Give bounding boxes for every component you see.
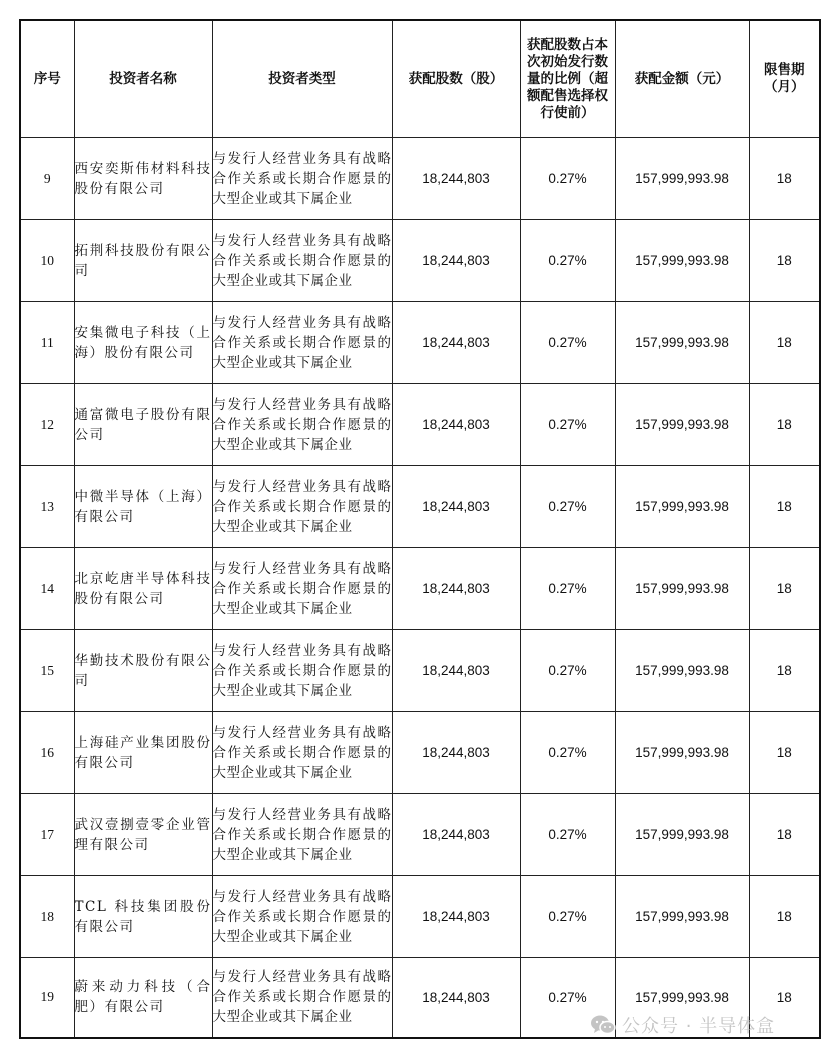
allocated-shares-cell: 18,244,803 xyxy=(392,220,520,302)
table-row xyxy=(20,466,820,548)
table-row xyxy=(20,548,820,630)
table-row xyxy=(20,630,820,712)
lockup-period-cell: 18 xyxy=(749,220,820,302)
header-allocated-shares: 获配股数（股） xyxy=(392,20,520,138)
investor-type-cell: 与发行人经营业务具有战略合作关系或长期合作愿景的大型企业或其下属企业 xyxy=(212,630,392,712)
allocation-ratio-cell: 0.27% xyxy=(520,138,615,220)
header-allocation-ratio: 获配股数占本次初始发行数量的比例（超额配售选择权行使前） xyxy=(520,20,615,138)
seq-cell: 10 xyxy=(20,220,74,302)
allocated-amount-cell: 157,999,993.98 xyxy=(615,548,749,630)
header-investor-name: 投资者名称 xyxy=(74,20,212,138)
investor-type-cell: 与发行人经营业务具有战略合作关系或长期合作愿景的大型企业或其下属企业 xyxy=(212,876,392,958)
lockup-period-cell: 18 xyxy=(749,958,820,1038)
table-body xyxy=(20,138,820,1038)
watermark xyxy=(590,1011,775,1039)
investor-name-cell: TCL 科技集团股份有限公司 xyxy=(74,876,212,958)
allocated-amount-cell: 157,999,993.98 xyxy=(615,302,749,384)
investor-name-cell: 上海硅产业集团股份有限公司 xyxy=(74,712,212,794)
allocated-amount-cell: 157,999,993.98 xyxy=(615,220,749,302)
lockup-period-cell: 18 xyxy=(749,630,820,712)
allocation-table-wrapper xyxy=(19,19,821,1039)
allocated-shares-cell: 18,244,803 xyxy=(392,958,520,1038)
allocated-shares-cell: 18,244,803 xyxy=(392,876,520,958)
lockup-period-cell: 18 xyxy=(749,548,820,630)
lockup-period-cell: 18 xyxy=(749,302,820,384)
lockup-period-cell: 18 xyxy=(749,794,820,876)
watermark-text: 公众号 · 半导体盒 xyxy=(622,1016,776,1037)
investor-name-cell: 通富微电子股份有限公司 xyxy=(74,384,212,466)
seq-cell: 16 xyxy=(20,712,74,794)
wechat-icon xyxy=(590,1014,616,1036)
table-row xyxy=(20,712,820,794)
allocated-shares-cell: 18,244,803 xyxy=(392,138,520,220)
allocated-shares-cell: 18,244,803 xyxy=(392,302,520,384)
allocated-amount-cell: 157,999,993.98 xyxy=(615,384,749,466)
allocated-shares-cell: 18,244,803 xyxy=(392,630,520,712)
lockup-period-cell: 18 xyxy=(749,876,820,958)
allocated-amount-cell: 157,999,993.98 xyxy=(615,466,749,548)
investor-name-cell: 北京屹唐半导体科技股份有限公司 xyxy=(74,548,212,630)
header-row xyxy=(20,20,820,138)
investor-name-cell: 西安奕斯伟材料科技股份有限公司 xyxy=(74,138,212,220)
allocated-amount-cell: 157,999,993.98 xyxy=(615,794,749,876)
allocated-amount-cell: 157,999,993.98 xyxy=(615,712,749,794)
investor-type-cell: 与发行人经营业务具有战略合作关系或长期合作愿景的大型企业或其下属企业 xyxy=(212,712,392,794)
table-row xyxy=(20,302,820,384)
allocation-ratio-cell: 0.27% xyxy=(520,384,615,466)
header-investor-type: 投资者类型 xyxy=(212,20,392,138)
allocation-ratio-cell: 0.27% xyxy=(520,220,615,302)
allocation-ratio-cell: 0.27% xyxy=(520,630,615,712)
investor-type-cell: 与发行人经营业务具有战略合作关系或长期合作愿景的大型企业或其下属企业 xyxy=(212,384,392,466)
seq-cell: 18 xyxy=(20,876,74,958)
allocation-ratio-cell: 0.27% xyxy=(520,876,615,958)
investor-type-cell: 与发行人经营业务具有战略合作关系或长期合作愿景的大型企业或其下属企业 xyxy=(212,138,392,220)
allocation-ratio-cell: 0.27% xyxy=(520,548,615,630)
seq-cell: 19 xyxy=(20,958,74,1038)
allocated-shares-cell: 18,244,803 xyxy=(392,384,520,466)
allocation-table xyxy=(19,19,821,1039)
allocation-ratio-cell: 0.27% xyxy=(520,302,615,384)
investor-type-cell: 与发行人经营业务具有战略合作关系或长期合作愿景的大型企业或其下属企业 xyxy=(212,302,392,384)
lockup-period-cell: 18 xyxy=(749,138,820,220)
investor-type-cell: 与发行人经营业务具有战略合作关系或长期合作愿景的大型企业或其下属企业 xyxy=(212,548,392,630)
allocated-shares-cell: 18,244,803 xyxy=(392,466,520,548)
lockup-period-cell: 18 xyxy=(749,712,820,794)
investor-type-cell: 与发行人经营业务具有战略合作关系或长期合作愿景的大型企业或其下属企业 xyxy=(212,466,392,548)
lockup-period-cell: 18 xyxy=(749,384,820,466)
seq-cell: 14 xyxy=(20,548,74,630)
allocated-shares-cell: 18,244,803 xyxy=(392,712,520,794)
table-row xyxy=(20,876,820,958)
allocation-ratio-cell: 0.27% xyxy=(520,958,615,1038)
allocation-ratio-cell: 0.27% xyxy=(520,712,615,794)
allocated-amount-cell: 157,999,993.98 xyxy=(615,138,749,220)
investor-name-cell: 拓荆科技股份有限公司 xyxy=(74,220,212,302)
allocation-ratio-cell: 0.27% xyxy=(520,466,615,548)
investor-type-cell: 与发行人经营业务具有战略合作关系或长期合作愿景的大型企业或其下属企业 xyxy=(212,220,392,302)
investor-name-cell: 华勤技术股份有限公司 xyxy=(74,630,212,712)
table-row xyxy=(20,220,820,302)
allocation-ratio-cell: 0.27% xyxy=(520,794,615,876)
allocated-amount-cell: 157,999,993.98 xyxy=(615,958,749,1038)
header-seq: 序号 xyxy=(20,20,74,138)
investor-type-cell: 与发行人经营业务具有战略合作关系或长期合作愿景的大型企业或其下属企业 xyxy=(212,958,392,1038)
allocated-shares-cell: 18,244,803 xyxy=(392,548,520,630)
seq-cell: 13 xyxy=(20,466,74,548)
investor-name-cell: 蔚来动力科技（合肥）有限公司 xyxy=(74,958,212,1038)
investor-name-cell: 中微半导体（上海）有限公司 xyxy=(74,466,212,548)
table-row xyxy=(20,794,820,876)
seq-cell: 9 xyxy=(20,138,74,220)
investor-name-cell: 安集微电子科技（上海）股份有限公司 xyxy=(74,302,212,384)
header-lockup-period: 限售期（月） xyxy=(749,20,820,138)
seq-cell: 15 xyxy=(20,630,74,712)
table-row xyxy=(20,384,820,466)
table-row xyxy=(20,138,820,220)
allocated-shares-cell: 18,244,803 xyxy=(392,794,520,876)
seq-cell: 17 xyxy=(20,794,74,876)
allocated-amount-cell: 157,999,993.98 xyxy=(615,630,749,712)
investor-type-cell: 与发行人经营业务具有战略合作关系或长期合作愿景的大型企业或其下属企业 xyxy=(212,794,392,876)
investor-name-cell: 武汉壹捌壹零企业管理有限公司 xyxy=(74,794,212,876)
seq-cell: 12 xyxy=(20,384,74,466)
lockup-period-cell: 18 xyxy=(749,466,820,548)
seq-cell: 11 xyxy=(20,302,74,384)
header-allocated-amount: 获配金额（元） xyxy=(615,20,749,138)
allocated-amount-cell: 157,999,993.98 xyxy=(615,876,749,958)
